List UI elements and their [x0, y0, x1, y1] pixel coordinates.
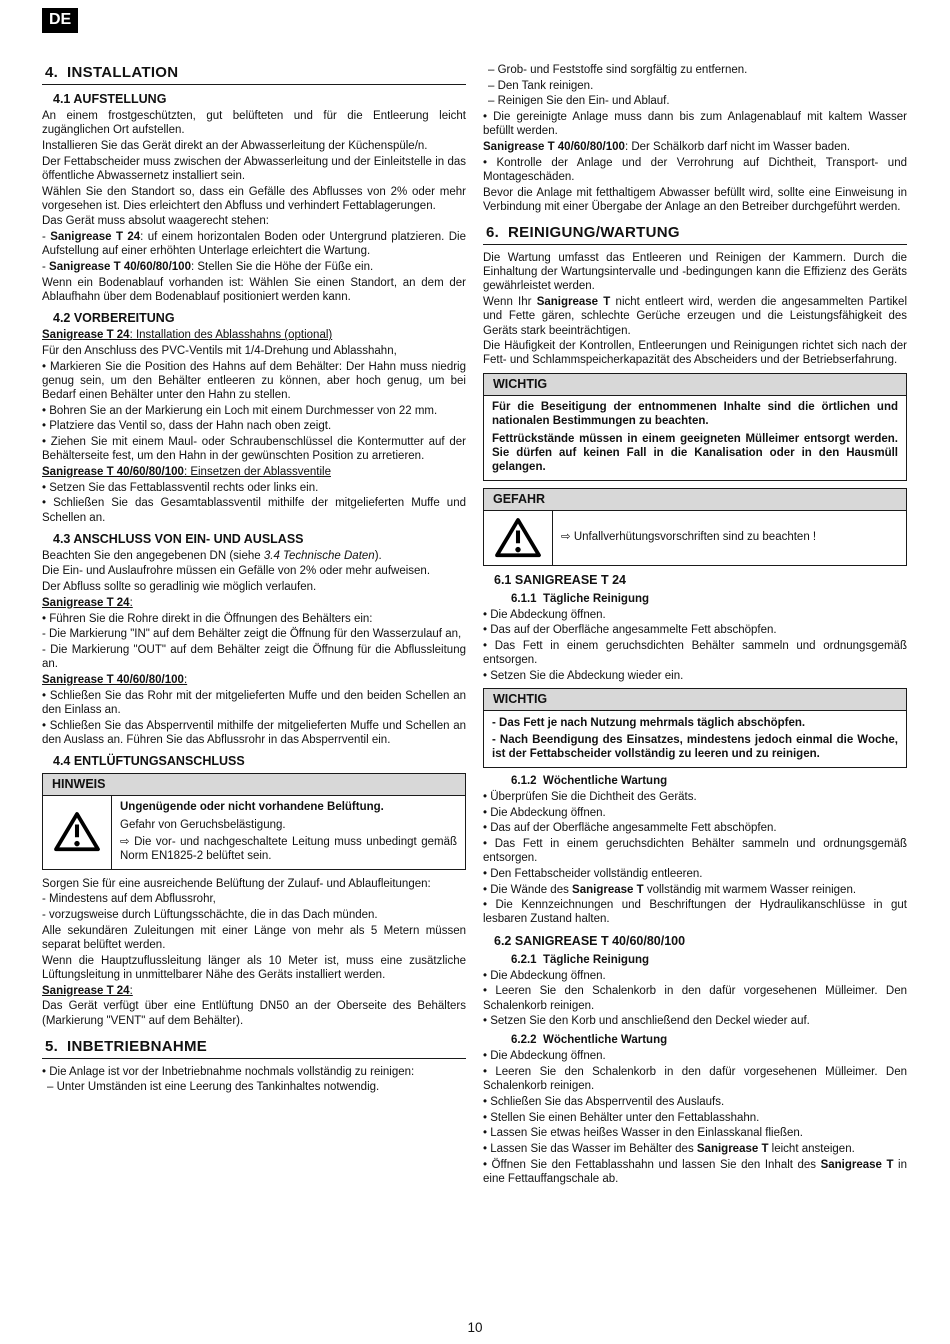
text-run: • Markieren Sie die Position des Hahns auf dem Behälter: Der Hahn muss niedrig genug sein, um den Behälter entleeren zu können, aber hoch genug, um bei Bedarf einen Behälter unter den Hahn zu stellen. — [42, 360, 466, 401]
paragraph — [42, 276, 466, 304]
paragraph — [483, 608, 907, 622]
sub-subsection-heading — [511, 954, 907, 966]
paragraph — [42, 465, 466, 479]
paragraph — [483, 295, 907, 338]
paragraph — [42, 549, 466, 563]
text-run: nicht entleert wird, werden die angesammelten Partikel und Fette gären, schlechte Gerüche erzeugen und die Leistungsfähigkeit des Geräts stark beeinträchtigen. — [483, 296, 908, 337]
text-run: : — [183, 673, 188, 686]
text-run: Fettrückstände müssen in einem geeigneten Mülleimer entsorgt werden. Sie dürfen auf keinen Fall in die Kanalisation oder in den Hausmüll gelangen. — [492, 432, 898, 473]
notice-title: HINWEIS — [42, 773, 466, 796]
text-run: • Die Abdeckung öffnen. — [483, 1050, 606, 1063]
paragraph — [42, 984, 466, 998]
text-run: • Die Abdeckung öffnen. — [483, 969, 606, 982]
two-column-layout — [42, 63, 908, 1188]
text-run: Wenn die Hauptzuflussleitung länger als 10 Meter ist, muss eine zusätzliche Lüftungsleitung in unmittelbarer Nähe des Geräts installiert werden. — [42, 954, 466, 981]
sub-subsection-heading — [511, 593, 907, 605]
text-run: Sanigrease T 24 — [42, 596, 130, 609]
notice-paragraph — [120, 800, 457, 814]
text-run: 4.1 AUFSTELLUNG — [53, 92, 167, 106]
paragraph — [42, 643, 466, 671]
text-run: Gefahr von Geruchsbelästigung. — [120, 818, 286, 831]
paragraph — [483, 186, 907, 214]
text-run: 6.2 SANIGREASE T 40/60/80/100 — [494, 933, 686, 948]
text-run: Sanigrease T — [536, 296, 611, 309]
paragraph — [42, 580, 466, 594]
text-run: Installieren Sie das Gerät direkt an der Abwasserleitung der Küchenspüle/n. — [42, 139, 428, 152]
notice-paragraph — [492, 400, 898, 428]
paragraph — [483, 984, 907, 1012]
text-run: • Leeren Sie den Schalenkorb in den dafür vorgesehenen Mülleimer. Den Schalenkorb reinigen. — [483, 1066, 907, 1093]
text-run: - vorzugsweise durch Lüftungsschächte, die in das Dach münden. — [42, 909, 378, 922]
paragraph — [42, 612, 466, 626]
section-heading — [42, 1037, 466, 1059]
notice-text — [484, 396, 906, 480]
subsection-heading — [494, 573, 907, 587]
text-run: : Stellen Sie die Höhe der Füße ein. — [190, 261, 374, 274]
paragraph — [42, 139, 466, 153]
text-run: Sorgen Sie für eine ausreichende Belüftung der Zulauf- und Ablaufleitungen: — [42, 877, 431, 890]
paragraph — [42, 214, 466, 228]
text-run: - Die Markierung "OUT" auf dem Behälter zeigt die Öffnung für die Abflussleitung an. — [42, 644, 466, 671]
text-run: • Lassen Sie das Wasser im Behälter des — [483, 1143, 697, 1156]
notice-title: WICHTIG — [483, 373, 907, 396]
paragraph — [483, 898, 907, 926]
text-run: - Das Fett je nach Nutzung mehrmals täglich abschöpfen. — [492, 716, 806, 729]
text-run: leicht ansteigen. — [768, 1143, 855, 1156]
notice-title: GEFAHR — [483, 488, 907, 511]
paragraph — [483, 969, 907, 983]
paragraph — [483, 883, 907, 897]
text-run: 4.4 ENTLÜFTUNGSANSCHLUSS — [53, 753, 245, 768]
text-run: Sanigrease T 24 — [42, 984, 130, 997]
notice-paragraph — [120, 818, 457, 832]
text-run: • Ziehen Sie mit einem Maul- oder Schraubenschlüssel die Kontermutter auf der Behälterseite fest, um den Hahn in der gewünschten Position zu arretieren. — [42, 436, 466, 463]
paragraph — [42, 908, 466, 922]
notice-paragraph — [492, 432, 898, 475]
notice-body — [483, 396, 907, 481]
paragraph — [42, 155, 466, 183]
text-run: • Bohren Sie an der Markierung ein Loch mit einem Durchmesser von 22 mm. — [42, 404, 438, 417]
text-run: • Schließen Sie das Rohr mit der mitgelieferten Muffe und den beiden Schellen an den Einlass an. — [42, 689, 466, 716]
notice-box-hinweis — [42, 773, 466, 870]
sub-subsection-heading — [511, 1034, 907, 1046]
paragraph — [42, 877, 466, 891]
text-run: - Mindestens auf dem Abflussrohr, — [42, 893, 216, 906]
paragraph — [42, 404, 466, 418]
left-column — [42, 63, 466, 1188]
text-run: • Setzen Sie den Korb und anschließend den Deckel wieder auf. — [483, 1015, 810, 1028]
subsection-heading — [53, 532, 466, 546]
notice-text — [553, 511, 906, 565]
sub-subsection-heading — [511, 775, 907, 787]
subsection-heading — [53, 311, 466, 325]
paragraph — [42, 564, 466, 578]
text-run: Sanigrease T 24 — [42, 329, 130, 342]
notice-body — [483, 511, 907, 566]
paragraph — [42, 673, 466, 687]
text-run: ). — [374, 549, 382, 562]
paragraph — [42, 719, 466, 747]
paragraph — [483, 1111, 907, 1125]
text-run: Die Wartung umfasst das Entleeren und Reinigen der Kammern. Durch die Einhaltung der Wartungsintervalle und -bedingungen kann die Effizienz des Geräts gewährleistet werden. — [483, 252, 907, 293]
paragraph — [483, 1126, 907, 1140]
text-run: 4.3 ANSCHLUSS VON EIN- UND AUSLASS — [53, 531, 304, 546]
text-run: – Grob- und Feststoffe sind sorgfältig zu entfernen. — [488, 64, 748, 76]
text-run: Die Ein- und Auslaufrohre müssen ein Gefälle von 2% oder mehr aufweisen. — [42, 565, 431, 578]
text-run: • Die gereinigte Anlage muss dann bis zum Anlagenablauf mit kaltem Wasser befüllt werden. — [483, 111, 907, 138]
paragraph — [42, 596, 466, 610]
text-run: Beachten Sie den angegebenen DN (siehe — [42, 549, 264, 562]
text-run: – Unter Umständen ist eine Leerung des Tankinhaltes notwendig. — [47, 1081, 380, 1094]
text-run: Sanigrease T — [696, 1143, 769, 1156]
text-run: • Die Anlage ist vor der Inbetriebnahme nochmals vollständig zu reinigen: — [42, 1065, 415, 1078]
text-run: 6.1.2 Wöchentliche Wartung — [511, 774, 668, 787]
paragraph — [483, 79, 907, 93]
text-run: 5. INBETRIEBNAHME — [45, 1037, 208, 1055]
text-run: 4.2 VORBEREITUNG — [53, 311, 175, 326]
text-run: – Den Tank reinigen. — [488, 79, 594, 92]
notice-text — [112, 796, 465, 869]
notice-box-wichtig — [483, 688, 907, 768]
text-run: – Reinigen Sie den Ein- und Ablauf. — [488, 95, 670, 108]
warning-triangle-icon — [43, 796, 112, 869]
paragraph — [42, 954, 466, 982]
text-run: • Kontrolle der Anlage und der Verrohrung auf Dichtheit, Transport- und Montageschäden. — [483, 156, 907, 183]
paragraph — [42, 260, 466, 274]
text-run: - Nach Beendigung des Einsatzes, mindestens jedoch einmal die Woche, ist der Fettabscheider vollständig zu leeren und zu reinigen. — [492, 733, 898, 761]
paragraph — [42, 924, 466, 952]
right-column — [483, 63, 907, 1188]
paragraph — [42, 999, 466, 1027]
text-run: - Die Markierung "IN" auf dem Behälter zeigt die Öffnung für den Wasserzulauf an, — [42, 628, 462, 641]
text-run: Sanigrease T 40/60/80/100 — [42, 673, 184, 686]
paragraph — [483, 110, 907, 138]
paragraph — [42, 360, 466, 403]
subsection-heading — [53, 754, 466, 768]
subsection-heading — [53, 92, 466, 106]
paragraph — [483, 806, 907, 820]
text-run: Für die Beseitigung der entnommenen Inhalte sind die örtlichen und nationalen Bestimmungen zu beachten. — [492, 401, 898, 428]
text-run: 6.1.1 Tägliche Reinigung — [511, 592, 650, 605]
text-run: Wenn Ihr — [483, 296, 537, 309]
text-run: Wenn ein Bodenablauf vorhanden ist: Wählen Sie einen Standort, an dem der Ablaufhahn über dem Bodenablauf positioniert werden kann. — [42, 276, 466, 303]
text-run: Alle sekundären Zuleitungen mit einer Länge von mehr als 5 Metern müssen separat belüftet werden. — [42, 924, 466, 952]
text-run: • Die Abdeckung öffnen. — [483, 806, 606, 819]
text-run: • Schließen Sie das Absperrventil des Auslaufs. — [483, 1096, 725, 1109]
text-run: ⇨ Unfallverhütungsvorschriften sind zu beachten ! — [561, 531, 817, 544]
paragraph — [483, 867, 907, 881]
paragraph — [42, 109, 466, 137]
text-run: • Platziere das Ventil so, dass der Hahn nach oben zeigt. — [42, 420, 332, 433]
paragraph — [42, 328, 466, 342]
text-run: • Das Fett in einem geruchsdichten Behälter sammeln und ordnungsgemäß entsorgen. — [483, 837, 907, 865]
text-run: : Der Schälkorb darf nicht im Wasser baden. — [624, 141, 851, 154]
text-run: : uf einem horizontalen Boden oder Untergrund platzieren. Die Aufstellung auf einer erhöhten Unterlage erleichtert die Wartung. — [42, 231, 466, 258]
warning-triangle-icon — [484, 511, 553, 565]
text-run: • Den Fettabscheider vollständig entleeren. — [483, 867, 703, 880]
text-run: • Setzen Sie das Fettablassventil rechts oder links ein. — [42, 481, 319, 494]
text-run: • Das auf der Oberfläche angesammelte Fett abschöpfen. — [483, 624, 777, 637]
paragraph — [483, 837, 907, 865]
text-run: Sanigrease T — [572, 883, 644, 896]
text-run: • Die Abdeckung öffnen. — [483, 608, 606, 621]
language-badge: DE — [42, 8, 78, 33]
text-run: • Leeren Sie den Schalenkorb in den dafür vorgesehenen Mülleimer. Den Schalenkorb reinigen. — [483, 985, 907, 1012]
text-run: • Lassen Sie etwas heißes Wasser in den Einlasskanal fließen. — [483, 1127, 804, 1140]
text-run: vollständig mit warmem Wasser reinigen. — [643, 883, 857, 896]
text-run: Wählen Sie den Standort so, dass ein Gefälle des Abflusses von 2% oder mehr vorgesehen ist. Dies erleichtert den Abfluss und verhindert Fettablagerungen. — [42, 185, 466, 212]
notice-body — [483, 711, 907, 768]
text-run: 6. REINIGUNG/WARTUNG — [486, 224, 680, 242]
text-run: Der Fettabscheider muss zwischen der Abwasserleitung und der Einleitstelle in das öffentliche Abwassernetz installiert sein. — [42, 155, 466, 182]
paragraph — [483, 669, 907, 683]
paragraph — [483, 1095, 907, 1109]
text-run: • Öffnen Sie den Fettablasshahn und lassen Sie den Inhalt des — [483, 1158, 821, 1171]
notice-title: WICHTIG — [483, 688, 907, 711]
text-run: Sanigrease T 40/60/80/100 — [42, 465, 184, 478]
text-run: • Die Kennzeichnungen und Beschriftungen der Hydraulikanschlüsse in gut lesbaren Zustand halten. — [483, 899, 907, 926]
paragraph — [483, 1142, 907, 1156]
text-run: 6.2.1 Tägliche Reinigung — [511, 953, 650, 966]
text-run: • Führen Sie die Rohre direkt in die Öffnungen des Behälters ein: — [42, 612, 373, 625]
notice-paragraph — [492, 733, 898, 761]
text-run: ⇨ Die vor- und nachgeschaltete Leitung muss unbedingt gemäß Norm EN1825-2 belüftet sein. — [120, 835, 457, 863]
notice-paragraph — [492, 716, 898, 730]
text-run: 6.1 SANIGREASE T 24 — [494, 572, 626, 587]
text-run: Sanigrease T 40/60/80/100 — [49, 261, 191, 274]
paragraph — [483, 1014, 907, 1028]
paragraph — [483, 1065, 907, 1093]
paragraph — [483, 156, 907, 184]
text-run: Für den Anschluss des PVC-Ventils mit 1/4-Drehung und Ablasshahn, — [42, 344, 397, 357]
text-run: Das Gerät muss absolut waagerecht stehen: — [42, 215, 269, 228]
text-run: 6.2.2 Wöchentliche Wartung — [511, 1034, 668, 1047]
paragraph — [483, 623, 907, 637]
paragraph — [483, 63, 907, 77]
paragraph — [483, 790, 907, 804]
text-run: Bevor die Anlage mit fetthaltigem Abwasser befüllt wird, sollte eine Einweisung in Verbindung mit einer Übergabe der Anlage an den Betreiber durchgeführt werden. — [483, 186, 907, 213]
paragraph — [42, 1065, 466, 1079]
text-run: Sanigrease T — [820, 1158, 894, 1171]
text-run: : Einsetzen der Ablassventile — [183, 465, 331, 478]
section-heading — [42, 63, 466, 85]
notice-paragraph — [561, 530, 898, 544]
text-run: 4. INSTALLATION — [45, 64, 179, 81]
paragraph — [42, 185, 466, 213]
paragraph — [42, 481, 466, 495]
paragraph — [42, 344, 466, 358]
paragraph — [483, 1049, 907, 1063]
text-run: Sanigrease T 40/60/80/100 — [483, 141, 625, 154]
text-run: - — [42, 231, 51, 244]
paragraph — [483, 1158, 907, 1186]
paragraph — [42, 627, 466, 641]
text-run: • Die Wände des — [483, 883, 573, 896]
paragraph — [483, 94, 907, 108]
paragraph — [483, 639, 907, 667]
paragraph — [483, 251, 907, 294]
text-run: • Das auf der Oberfläche angesammelte Fett abschöpfen. — [483, 822, 777, 835]
paragraph — [42, 419, 466, 433]
text-run: Ungenügende oder nicht vorhandene Belüftung. — [120, 801, 384, 814]
text-run: : — [129, 984, 133, 997]
notice-paragraph — [120, 835, 457, 863]
page-number: 10 — [467, 1320, 483, 1335]
notice-box-wichtig — [483, 373, 907, 481]
text-run: • Stellen Sie einen Behälter unter den Fettablasshahn. — [483, 1111, 760, 1124]
text-run: in eine Fettauffangschale ab. — [483, 1158, 908, 1186]
text-run: • Setzen Sie die Abdeckung wieder ein. — [483, 669, 684, 682]
text-run: 3.4 Technische Daten — [263, 549, 375, 562]
text-run: Sanigrease T 24 — [50, 231, 141, 244]
text-run: : — [129, 596, 133, 609]
subsection-heading — [494, 934, 907, 948]
text-run: • Schließen Sie das Gesamtablassventil mithilfe der mitgelieferten Muffe und Schellen an. — [42, 497, 466, 524]
paragraph — [42, 496, 466, 524]
notice-box-gefahr — [483, 488, 907, 566]
paragraph — [483, 339, 907, 367]
notice-text — [484, 711, 906, 767]
paragraph — [42, 435, 466, 463]
paragraph — [42, 892, 466, 906]
text-run: • Überprüfen Sie die Dichtheit des Geräts. — [483, 790, 697, 803]
paragraph — [483, 821, 907, 835]
text-run: Die Häufigkeit der Kontrollen, Entleerungen und Reinigungen richtet sich nach der Fett- und Schlammspeicherkapazität des Abscheiders und der Betriebserfahrung. — [483, 340, 907, 367]
text-run: - — [42, 261, 50, 274]
text-run: : Installation des Ablasshahns (optional) — [129, 329, 333, 342]
paragraph — [42, 230, 466, 258]
section-heading — [483, 223, 907, 245]
paragraph — [42, 689, 466, 717]
paragraph — [483, 140, 907, 154]
text-run: An einem frostgeschützten, gut belüfteten und für die Entleerung leicht zugänglichen Ort aufstellen. — [42, 110, 466, 137]
text-run: • Schließen Sie das Absperrventil mithilfe der mitgelieferten Muffe und Schellen an den Auslass an. Führen Sie das Abflussrohr in das Absperrventil ein. — [42, 719, 466, 746]
text-run: Der Abfluss sollte so geradlinig wie möglich verlaufen. — [42, 581, 317, 594]
paragraph — [42, 1080, 466, 1094]
text-run: Das Gerät verfügt über eine Entlüftung DN50 an der Oberseite des Behälters (Markierung "VENT" auf dem Behälter). — [42, 1000, 466, 1027]
text-run: • Das Fett in einem geruchsdichten Behälter sammeln und ordnungsgemäß entsorgen. — [483, 640, 907, 667]
notice-body — [42, 796, 466, 870]
